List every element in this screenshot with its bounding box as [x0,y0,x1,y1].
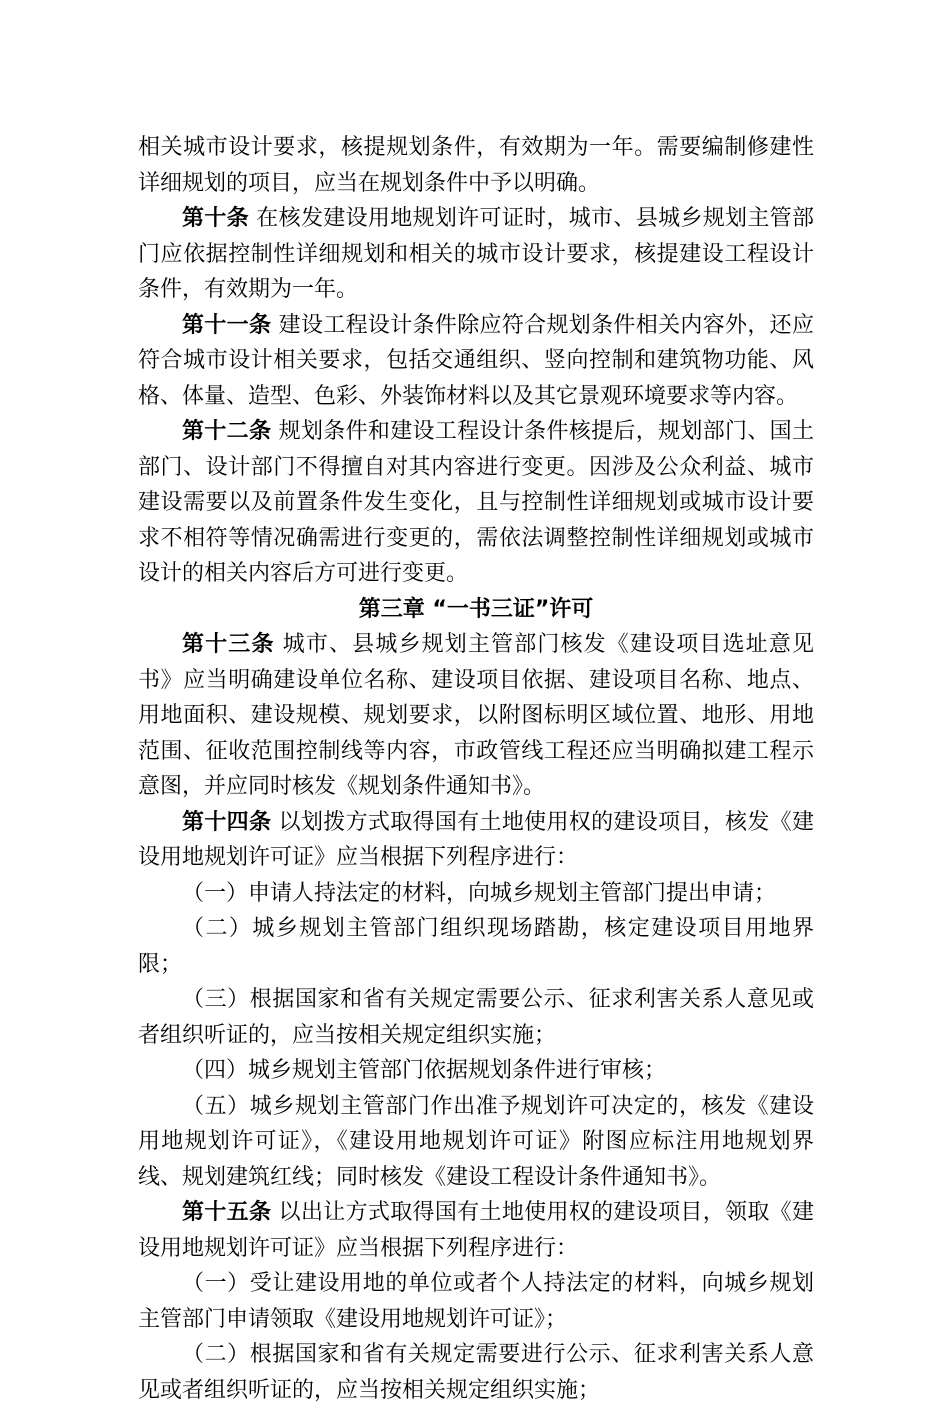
article-number: 第十三条 [182,632,275,657]
paragraph [138,1266,814,1337]
article-number: 第十一条 [182,312,272,338]
paragraph [138,130,814,201]
paragraph-text: （一）受让建设用地的单位或者个人持法定的材料，向城乡规划主管部门申请领取《建设用地规划许可证》； [138,1271,814,1332]
document-page [138,130,814,1408]
paragraph [138,201,814,308]
paragraph-text: 以出让方式取得国有土地使用权的建设项目，领取《建设用地规划许可证》应当根据下列程序进行： [138,1200,814,1261]
paragraph-text: 以划拨方式取得国有土地使用权的建设项目，核发《建设用地规划许可证》应当根据下列程序进行： [138,809,814,870]
article-number: 第十二条 [182,419,272,444]
paragraph [138,1089,814,1196]
paragraph-text: （一）申请人持法定的材料，向城乡规划主管部门提出申请； [182,880,777,906]
paragraph-text: 规划条件和建设工程设计条件核提后，规划部门、国土部门、设计部门不得擅自对其内容进行变更。因涉及公众利益、城市建设需要以及前置条件发生变化，且与控制性详细规划或城市设计要求不相符等情况确需进行变更的，需依法调整控制性详细规划或城市设计的相关内容后方可进行变更。 [138,419,814,586]
paragraph [138,1337,814,1408]
paragraph [138,805,814,876]
paragraph [138,982,814,1053]
paragraph [138,1053,814,1089]
paragraph-text: 在核发建设用地规划许可证时，城市、县城乡规划主管部门应依据控制性详细规划和相关的城市设计要求，核提建设工程设计条件，有效期为一年。 [138,206,814,302]
article-number: 第十四条 [182,809,272,835]
paragraph-text: （四）城乡规划主管部门依据规划条件进行审核； [182,1058,667,1083]
paragraph [138,1195,814,1266]
paragraph [138,627,814,805]
paragraph-text: （二）城乡规划主管部门组织现场踏勘，核定建设项目用地界限； [138,916,814,977]
paragraph-text: （三）根据国家和省有关规定需要公示、征求利害关系人意见或者组织听证的，应当按相关规定组织实施； [138,987,814,1048]
article-number: 第十五条 [182,1200,272,1225]
paragraph-text: （五）城乡规划主管部门作出准予规划许可决定的，核发《建设用地规划许可证》，《建设用地规划许可证》附图应标注用地规划界线、规划建筑红线；同时核发《建设工程设计条件通知书》。 [138,1093,814,1190]
paragraph-text: 建设工程设计条件除应符合规划条件相关内容外，还应符合城市设计相关要求，包括交通组织、竖向控制和建筑物功能、风格、体量、造型、色彩、外装饰材料以及其它景观环境要求等内容。 [138,312,814,409]
paragraph-text: （二）根据国家和省有关规定需要进行公示、征求利害关系人意见或者组织听证的，应当按相关规定组织实施； [138,1342,814,1403]
chapter-heading: 第三章 “一书三证”许可 [358,596,594,622]
paragraph [138,911,814,982]
article-number: 第十条 [182,206,249,231]
paragraph [138,308,814,415]
paragraph-text: 城市、县城乡规划主管部门核发《建设项目选址意见书》应当明确建设单位名称、建设项目依据、建设项目名称、地点、用地面积、建设规模、规划要求，以附图标明区域位置、地形、用地范围、征收范围控制线等内容，市政管线工程还应当明确拟建工程示意图，并应同时核发《规划条件通知书》。 [138,632,814,799]
paragraph [138,876,814,912]
paragraph-text: 相关城市设计要求，核提规划条件，有效期为一年。需要编制修建性详细规划的项目，应当在规划条件中予以明确。 [138,135,814,196]
paragraph [138,414,814,592]
